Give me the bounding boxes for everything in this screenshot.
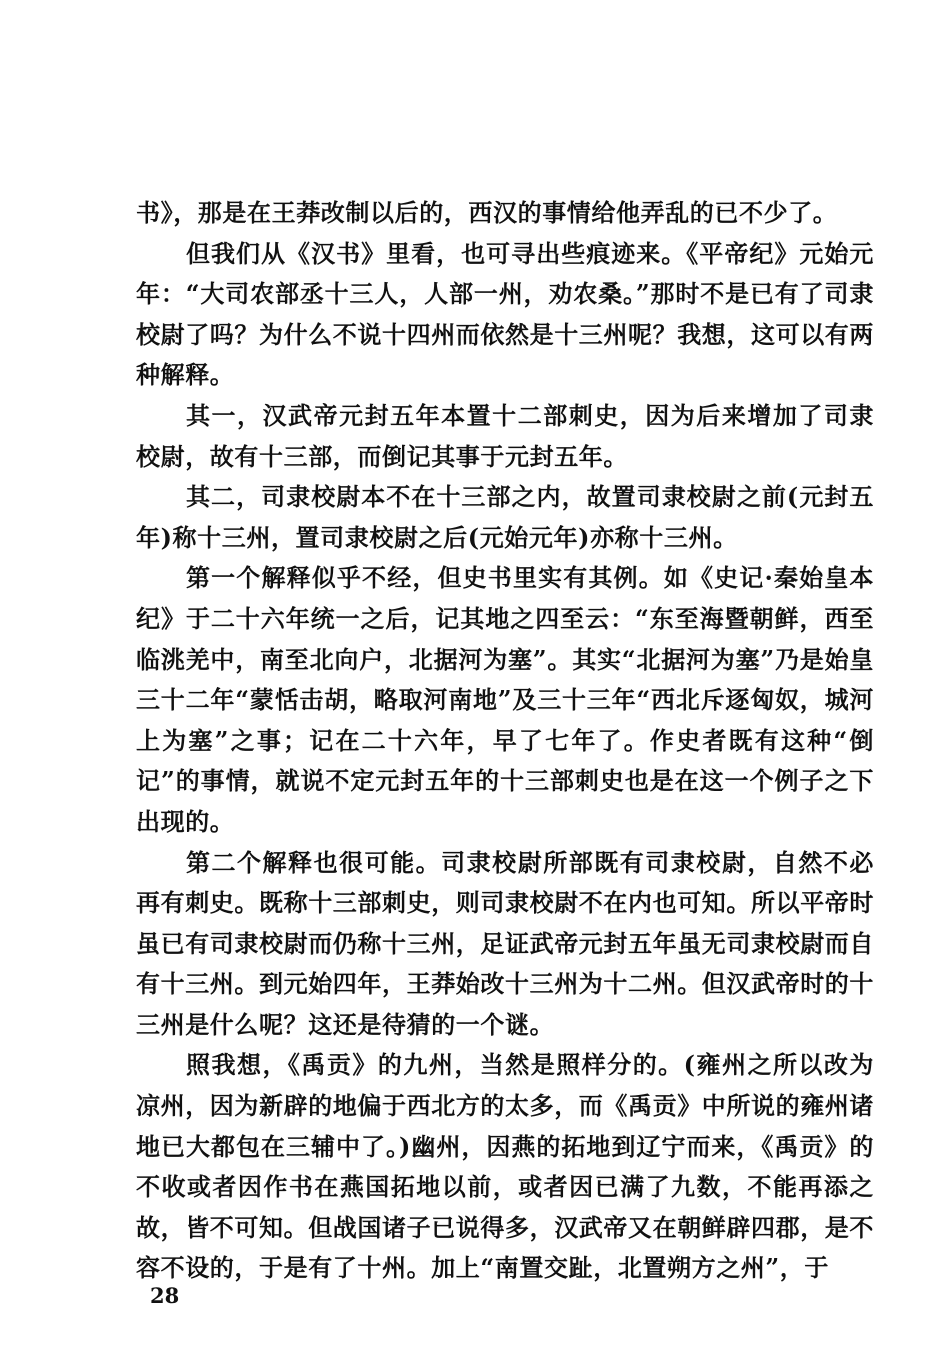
paragraph-yugong-provinces: 照我想，《禹贡》的九州，当然是照样分的。(雍州之所以改为凉州，因为新辟的地偏于西北方的太多，而《禹贡》中所说的雍州诸地已大都包在三辅中了。)幽州，因燕的拓地到辽宁而来，《禹贡》的不收或者因作书在燕国拓地以前，或者因已满了九数，不能再添之故，皆不可知。但战国诸子已说得多，汉武帝又在朝鲜辟四郡，是不容不设的，于是有了十州。加上“南置交趾，北置朔方之州”，于 xyxy=(136,1050,874,1283)
paragraph-han-shu-evidence: 但我们从《汉书》里看，也可寻出些痕迹来。《平帝纪》元始元年：“大司农部丞十三人，人部一州，劝农桑。”那时不是已有了司隶校尉了吗？为什么不说十四州而依然是十三州呢？我想，这可以有两种解释。 xyxy=(136,238,874,390)
page-number: 28 xyxy=(150,1283,180,1308)
paragraph-continuation: 书》，那是在王莽改制以后的，西汉的事情给他弄乱的已不少了。 xyxy=(136,198,838,227)
paragraph-second-explanation: 其二，司隶校尉本不在十三部之内，故置司隶校尉之前(元封五年)称十三州，置司隶校尉之后(元始元年)亦称十三州。 xyxy=(136,482,874,552)
paragraph-second-discussion: 第二个解释也很可能。司隶校尉所部既有司隶校尉，自然不必再有刺史。既称十三部刺史，则司隶校尉不在内也可知。所以平帝时虽已有司隶校尉而仍称十三州，足证武帝元封五年虽无司隶校尉而自有十三州。到元始四年，王莽始改十三州为十二州。但汉武帝时的十三州是什么呢？这还是待猜的一个谜。 xyxy=(136,847,874,1039)
paragraph-first-discussion: 第一个解释似乎不经，但史书里实有其例。如《史记·秦始皇本纪》于二十六年统一之后，记其地之四至云：“东至海暨朝鲜，西至临洮羌中，南至北向户，北据河为塞”。其实“北据河为塞”乃是始皇三十二年“蒙恬击胡，略取河南地”及三十三年“西北斥逐匈奴，城河上为塞”之事；记在二十六年，早了七年了。作史者既有这种“倒记”的事情，就说不定元封五年的十三部刺史也是在这一个例子之下出现的。 xyxy=(136,563,874,836)
body-text xyxy=(136,193,874,1289)
paragraph-first-explanation: 其一，汉武帝元封五年本置十二部刺史，因为后来增加了司隶校尉，故有十三部，而倒记其事于元封五年。 xyxy=(136,400,874,471)
